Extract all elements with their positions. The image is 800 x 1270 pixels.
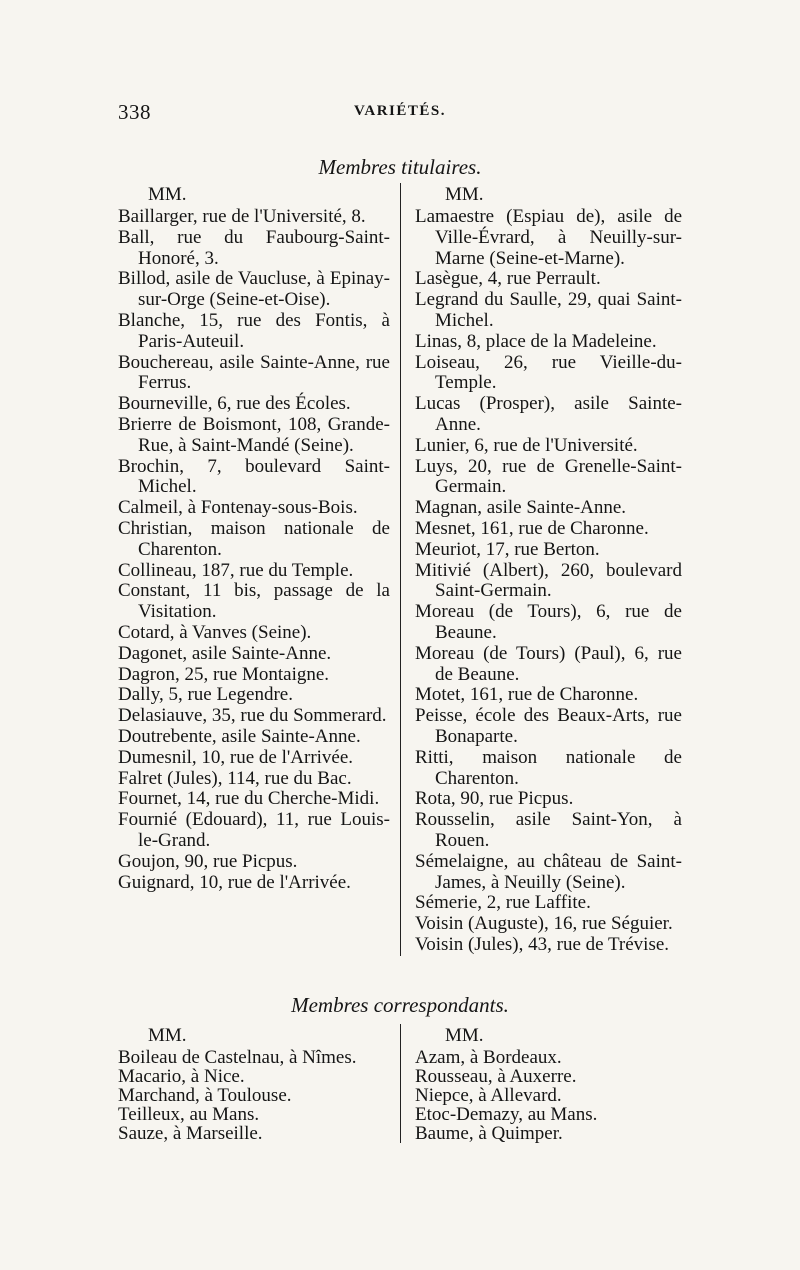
member-entry: Macario, à Nice.: [118, 1066, 245, 1087]
member-entry: Sémerie, 2, rue Laffite.: [415, 892, 591, 914]
member-entry: Linas, 8, place de la Madeleine.: [415, 330, 657, 352]
member-entry: Meuriot, 17, rue Berton.: [415, 538, 600, 560]
member-entry: Falret (Jules), 114, rue du Bac.: [118, 767, 352, 789]
column-heading: MM.: [445, 184, 484, 205]
member-entry: Dally, 5, rue Legendre.: [118, 684, 293, 706]
member-entry: Collineau, 187, rue du Temple.: [118, 559, 354, 581]
member-entry: Baillarger, rue de l'Université, 8.: [118, 206, 366, 227]
member-entry: Bourneville, 6, rue des Écoles.: [118, 393, 351, 415]
member-entry: Ball, rue du Faubourg-Saint-Honoré, 3.: [118, 226, 390, 269]
column-heading: MM.: [148, 1025, 187, 1046]
member-entry: Rousselin, asile Saint-Yon, à Rouen.: [415, 809, 682, 851]
member-entry: Christian, maison nationale de Charenton.: [118, 517, 390, 560]
member-entry: Bouchereau, asile Sainte-Anne, rue Ferrus.: [118, 351, 390, 394]
section-title-correspondants: Membres correspondants.: [291, 993, 509, 1017]
member-entry: Constant, 11 bis, passage de la Visitation.: [118, 580, 390, 623]
member-entry: Legrand du Saulle, 29, quai Saint-Michel.: [415, 289, 682, 331]
member-list: [118, 1048, 390, 1143]
titulaires-columns: [118, 183, 682, 956]
member-entry: Lamaestre (Espiau de), asile de Ville-Évrard, à Neuilly-sur-Marne (Seine-et-Marne).: [415, 206, 682, 269]
member-entry: Dumesnil, 10, rue de l'Arrivée.: [118, 746, 354, 768]
column-heading: MM.: [445, 1025, 484, 1046]
member-entry: Lucas (Prosper), asile Sainte-Anne.: [415, 393, 682, 435]
member-entry: Moreau (de Tours), 6, rue de Beaune.: [415, 601, 682, 643]
member-entry: Moreau (de Tours) (Paul), 6, rue de Beaune.: [415, 642, 682, 685]
correspondants-left-column: [118, 1024, 400, 1143]
member-entry: Calmeil, à Fontenay-sous-Bois.: [118, 497, 358, 519]
member-entry: Sémelaigne, au château de Saint-James, à Neuilly (Seine).: [415, 850, 682, 893]
member-entry: Brochin, 7, boulevard Saint-Michel.: [118, 455, 390, 498]
member-entry: Lasègue, 4, rue Perrault.: [415, 268, 601, 290]
member-entry: Lunier, 6, rue de l'Université.: [415, 434, 638, 456]
member-entry: Voisin (Auguste), 16, rue Séguier.: [415, 913, 673, 935]
titulaires-left-column: [118, 183, 400, 956]
section-title-titulaires: Membres titulaires.: [318, 155, 482, 179]
member-entry: Boileau de Castelnau, à Nîmes.: [118, 1047, 357, 1068]
member-entry: Mitivié (Albert), 260, boulevard Saint-Germain.: [415, 559, 682, 602]
member-entry: Mesnet, 161, rue de Charonne.: [415, 517, 649, 539]
correspondants-columns: [118, 1024, 682, 1143]
member-entry: Etoc-Demazy, au Mans.: [415, 1104, 598, 1125]
page-header: [118, 100, 682, 130]
member-list: [118, 207, 390, 893]
member-entry: Delasiauve, 35, rue du Sommerard.: [118, 705, 387, 727]
member-entry: Goujon, 90, rue Picpus.: [118, 850, 298, 872]
member-entry: Fournié (Edouard), 11, rue Louis-le-Grand.: [118, 809, 390, 851]
member-entry: Doutrebente, asile Sainte-Anne.: [118, 725, 361, 747]
titulaires-right-column: [400, 183, 682, 956]
member-entry: Rousseau, à Auxerre.: [415, 1066, 577, 1087]
member-entry: Ritti, maison nationale de Charenton.: [415, 746, 682, 789]
member-entry: Niepce, à Allevard.: [415, 1085, 562, 1106]
member-entry: Loiseau, 26, rue Vieille-du-Temple.: [415, 351, 682, 394]
correspondants-right-column: [400, 1024, 682, 1143]
running-head: VARIÉTÉS.: [353, 103, 446, 119]
member-entry: Sauze, à Marseille.: [118, 1123, 263, 1144]
member-entry: Brierre de Boismont, 108, Grande-Rue, à Saint-Mandé (Seine).: [118, 413, 390, 456]
member-list: [415, 207, 682, 956]
member-entry: Baume, à Quimper.: [415, 1123, 563, 1144]
member-list: [415, 1048, 682, 1143]
page-number: 338: [118, 100, 151, 124]
member-entry: Guignard, 10, rue de l'Arrivée.: [118, 871, 351, 893]
member-entry: Magnan, asile Sainte-Anne.: [415, 497, 627, 519]
member-entry: Voisin (Jules), 43, rue de Trévise.: [415, 933, 670, 955]
member-entry: Luys, 20, rue de Grenelle-Saint-Germain.: [415, 455, 682, 498]
member-entry: Billod, asile de Vaucluse, à Epinay-sur-Orge (Seine-et-Oise).: [118, 268, 390, 311]
member-entry: Cotard, à Vanves (Seine).: [118, 621, 312, 643]
member-entry: Peisse, école des Beaux-Arts, rue Bonaparte.: [415, 705, 682, 747]
member-entry: Motet, 161, rue de Charonne.: [415, 684, 639, 706]
column-heading: MM.: [148, 184, 187, 205]
member-entry: Marchand, à Toulouse.: [118, 1085, 292, 1106]
member-entry: Dagonet, asile Sainte-Anne.: [118, 642, 332, 664]
member-entry: Teilleux, au Mans.: [118, 1104, 260, 1125]
member-entry: Blanche, 15, rue des Fontis, à Paris-Auteuil.: [118, 309, 390, 352]
member-entry: Dagron, 25, rue Montaigne.: [118, 663, 330, 685]
member-entry: Azam, à Bordeaux.: [415, 1047, 562, 1068]
member-entry: Fournet, 14, rue du Cherche-Midi.: [118, 788, 380, 810]
member-entry: Rota, 90, rue Picpus.: [415, 788, 574, 810]
